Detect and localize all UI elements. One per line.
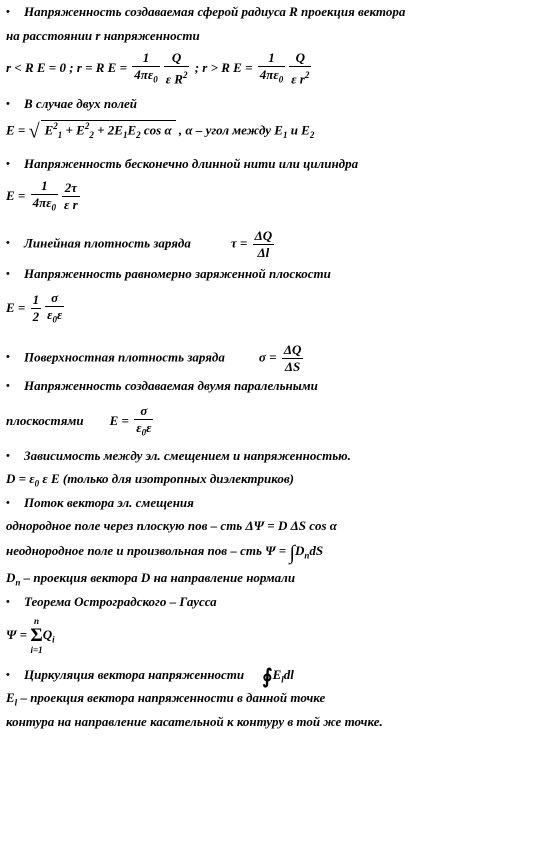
sum-icon: n Σ i=1 <box>30 616 43 655</box>
displacement-heading: • Зависимость между эл. смещением и напряженностью. <box>6 448 351 463</box>
two-fields-formula: E = √ $E^2_1 + E^2_2 + 2E_1E_2$ cos α , α – угол между $E_1$ и $E_2$ <box>6 120 315 143</box>
linear-density-line: • Линейная плотность заряда τ = $\frac{\Delta Q}{\Delta l}$ <box>6 228 273 260</box>
normal-projection-line: $D_n$ – проекция вектора D на направление нормали <box>6 570 296 588</box>
sqrt-icon: √ <box>28 120 40 143</box>
fraction: $\frac{\Delta Q}{\Delta l}$ <box>254 228 273 260</box>
bullet-icon: • <box>6 596 10 608</box>
bullet-icon: • <box>6 450 10 462</box>
contour-integral-icon: ∮ <box>262 666 273 688</box>
nonuniform-flux-line: неоднородное поле и произвольная пов – сть $\Psi = \int D_ndS$ <box>6 542 324 564</box>
circulation-line: • Циркуляция вектора напряженности $∮E_ldl$ <box>6 666 294 688</box>
flux-heading: • Поток вектора эл. смещения <box>6 495 194 510</box>
fraction: $\frac{\Delta Q}{\Delta S}$ <box>283 342 302 374</box>
surface-density-line: • Поверхностная плотность заряда σ = $\frac{\Delta Q}{\Delta S}$ <box>6 342 302 374</box>
two-planes-formula: плоскостями E = $\frac{\sigma}{\varepsilon_0\varepsilon}$ <box>6 403 155 441</box>
bullet-icon: • <box>6 268 10 280</box>
uniform-flux-line: однородное поле через плоскую пов – сть ΔΨ = D ΔS cos α <box>6 518 337 533</box>
gauss-heading: • Теорема Остроградского – Гаусса <box>6 594 217 609</box>
fraction: $\frac{1}{4\pi\varepsilon_0}$ <box>134 50 158 85</box>
bullet-icon: • <box>6 98 10 110</box>
fraction: $\frac{Q}{\varepsilon r^2}$ <box>291 50 310 87</box>
fraction: $\frac{1}{4\pi\varepsilon_0}$ <box>32 178 57 213</box>
sphere-field-heading: • Напряженность создаваемая сферой радиуса R проекция вектора <box>6 4 406 19</box>
bullet-icon: • <box>6 669 10 681</box>
displacement-formula: $D = \varepsilon_0$ ε E (только для изотропных диэлектриков) <box>6 471 295 489</box>
integral-icon: ∫ <box>289 542 295 564</box>
gauss-formula: Ψ = n Σ i=1 $Q_i$ <box>6 616 55 655</box>
sphere-field-formula: r < R E = 0 ; r = R E = $\frac{1}{4\pi\varepsilon_0}$ $\frac{Q}{\varepsilon R^2}$ ; r > R E = $\frac{1}{4\pi\varepsilon_0}$ $\frac{Q}{\varepsilon r^2}$ <box>6 50 310 87</box>
two-fields-heading: • В случае двух полей <box>6 96 137 111</box>
bullet-icon: • <box>6 237 10 250</box>
plane-field-formula: E = $\frac{1}{2}$ $\frac{\sigma}{\varepsilon_0\varepsilon}$ <box>6 290 66 328</box>
sphere-field-subheading: на расстоянии r напряженности <box>6 28 200 43</box>
fraction: $\frac{1}{4\pi\varepsilon_0}$ <box>259 50 284 85</box>
bullet-icon: • <box>6 158 10 170</box>
two-planes-heading: • Напряженность создаваемая двумя паралельными <box>6 378 318 393</box>
tangent-projection-continuation: контура на направление касательной к контуру в той же точке. <box>6 714 383 729</box>
fraction: $\frac{1}{2}$ <box>32 292 40 325</box>
thread-field-formula: E = $\frac{1}{4\pi\varepsilon_0}$ $\frac{2\tau}{\text{ε r}}$ <box>6 178 82 216</box>
fraction: $\frac{Q}{\varepsilon R^2}$ <box>165 50 188 87</box>
thread-field-heading: • Напряженность бесконечно длинной нити или цилиндра <box>6 156 359 171</box>
bullet-icon: • <box>6 6 10 18</box>
tangent-projection-line: $E_l$ – проекция вектора напряженности в данной точке <box>6 690 326 708</box>
bullet-icon: • <box>6 380 10 392</box>
bullet-icon: • <box>6 497 10 509</box>
plane-field-heading: • Напряженность равномерно заряженной плоскости <box>6 266 331 281</box>
fraction: $\frac{2\tau}{\text{ε r}}$ <box>64 180 78 213</box>
bullet-icon: • <box>6 351 10 364</box>
fraction: $\frac{\sigma}{\varepsilon_0\varepsilon}$ <box>47 290 63 325</box>
fraction: $\frac{\sigma}{\varepsilon_0\varepsilon}$ <box>136 403 152 438</box>
